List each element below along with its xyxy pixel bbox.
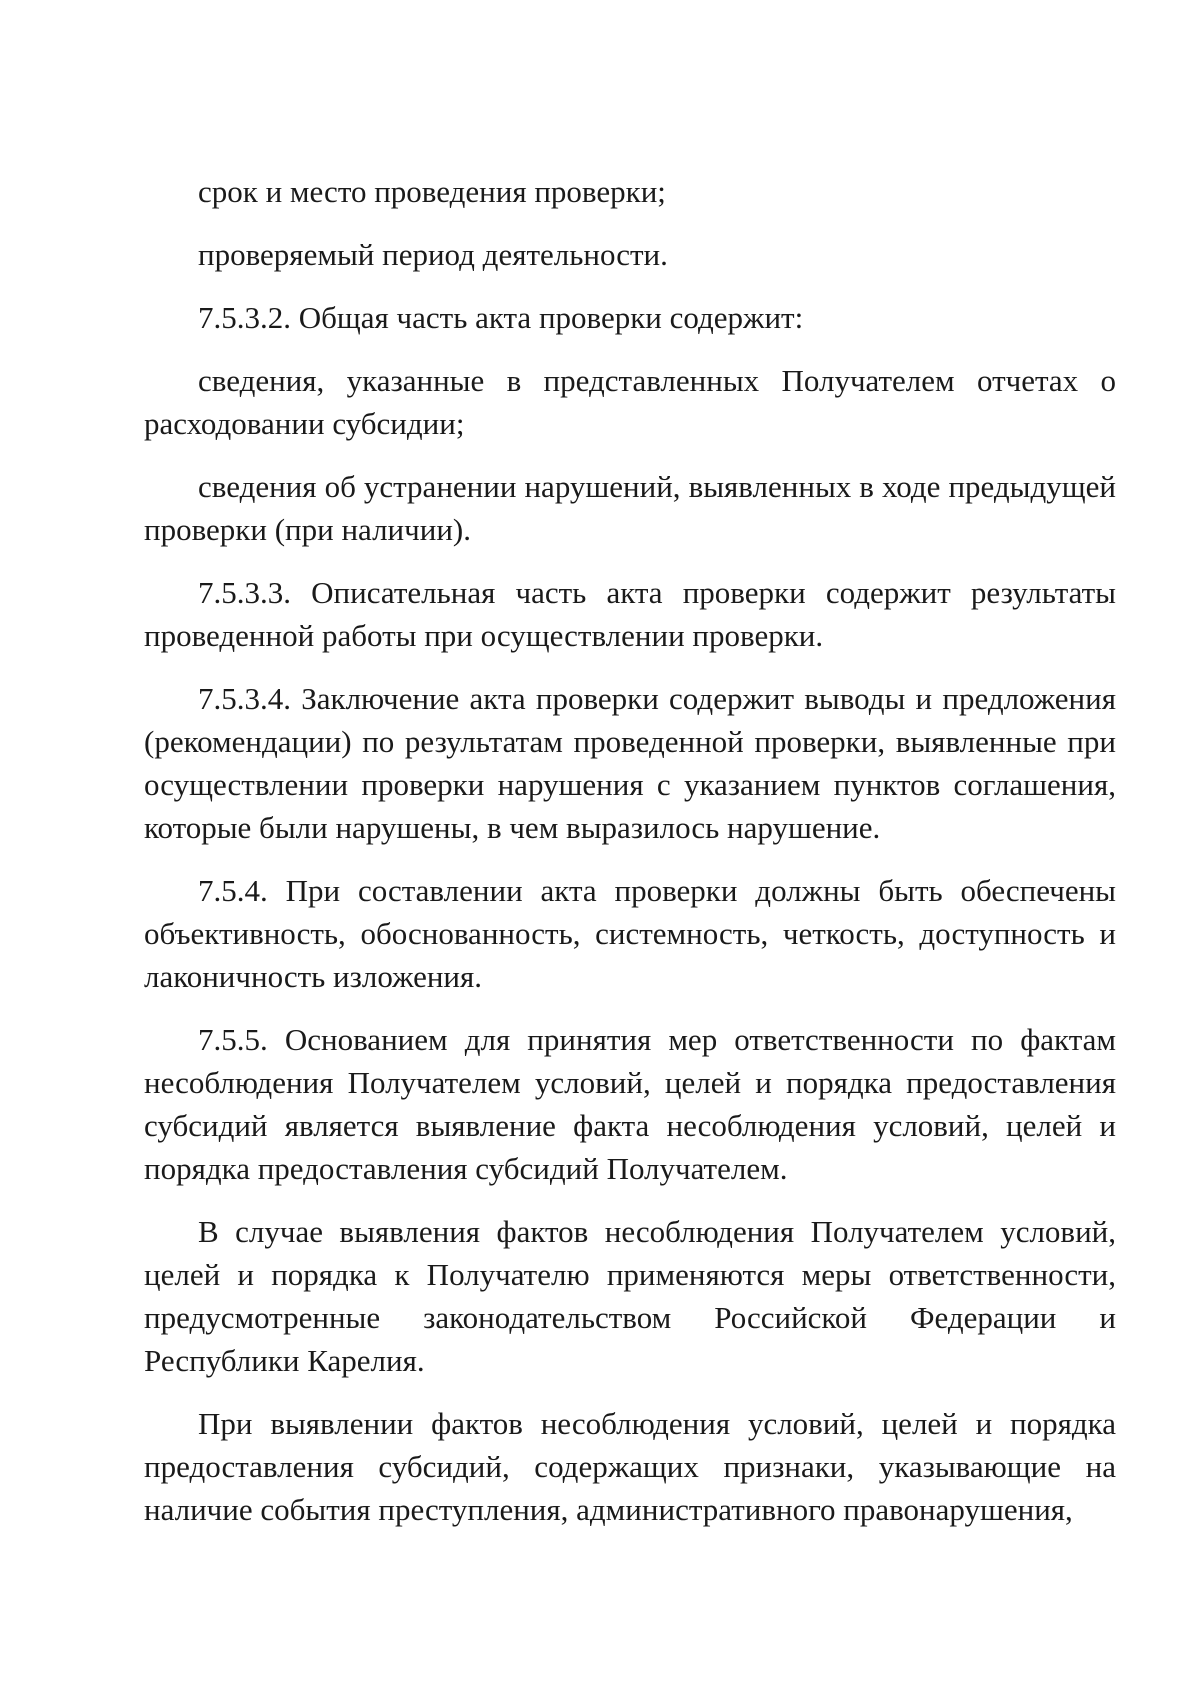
- paragraph-7-5-3-2: 7.5.3.2. Общая часть акта проверки содержит:: [198, 300, 804, 335]
- paragraph-report-info: сведения, указанные в представленных Получателем отчетах о расходовании субсидии;: [144, 363, 1116, 441]
- paragraph-crime-signs: При выявлении фактов несоблюдения условий, целей и порядка предоставления субсидий, содержащих признаки, указывающие на наличие события преступления, административного правонарушения,: [144, 1406, 1116, 1527]
- paragraph-inspection-date-place: срок и место проведения проверки;: [198, 174, 666, 209]
- paragraph-7-5-5: 7.5.5. Основанием для принятия мер ответственности по фактам несоблюдения Получателем условий, целей и порядка предоставления субсидий является выявление факта несоблюдения условий, целей и порядка предоставления субсидий Получателем.: [144, 1022, 1116, 1186]
- paragraph-previous-violations: сведения об устранении нарушений, выявленных в ходе предыдущей проверки (при наличии).: [144, 469, 1116, 547]
- paragraph-7-5-3-4: 7.5.3.4. Заключение акта проверки содержит выводы и предложения (рекомендации) по результатам проведенной проверки, выявленные при осуществлении проверки нарушения с указанием пунктов соглашения, которые были нарушены, в чем выразилось нарушение.: [144, 681, 1116, 845]
- paragraph-7-5-3-3: 7.5.3.3. Описательная часть акта проверки содержит результаты проведенной работы при осуществлении проверки.: [144, 575, 1116, 653]
- paragraph-inspected-period: проверяемый период деятельности.: [198, 237, 668, 272]
- document-body: [144, 170, 1116, 1551]
- paragraph-7-5-4: 7.5.4. При составлении акта проверки должны быть обеспечены объективность, обоснованность, системность, четкость, доступность и лаконичность изложения.: [144, 873, 1116, 994]
- paragraph-responsibility-measures: В случае выявления фактов несоблюдения Получателем условий, целей и порядка к Получателю применяются меры ответственности, предусмотренные законодательством Российской Федерации и Республики Карелия.: [144, 1214, 1116, 1378]
